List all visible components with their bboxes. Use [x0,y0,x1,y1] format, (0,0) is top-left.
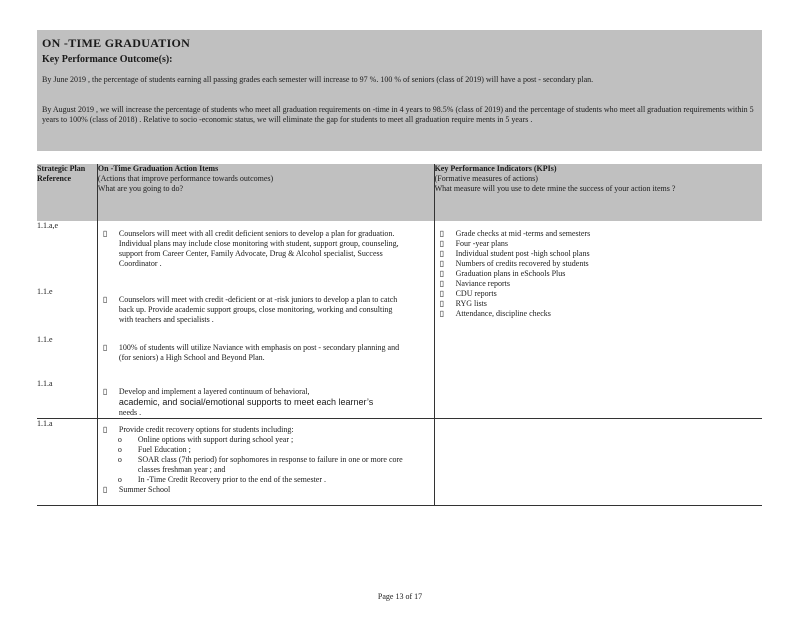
bullet-icon: ▯ [439,299,444,308]
page-number: Page 13 of 17 [377,592,423,601]
row-reference: 1.1.a [37,419,97,506]
action-text: Provide credit recovery options for students including: [118,425,294,434]
header-strategic-plan-reference: Strategic Plan Reference [37,164,97,221]
row-reference: 1.1.e [37,335,53,344]
kpi-list [435,221,762,319]
circle-bullet-icon: o [117,475,122,484]
bullet-icon: ▯ [439,269,444,278]
list-item: ▯ Individual student post -high school plans [439,249,590,258]
list-item: ▯ RYG lists [439,299,487,308]
bullet-icon: ▯ [102,425,108,434]
row-reference: 1.1.a [37,379,53,388]
header-kpis [434,164,762,221]
bullet-icon: ▯ [439,229,444,238]
outcome-header-box [37,30,762,151]
list-item: ▯ Graduation plans in eSchools Plus [439,269,566,278]
row-action [97,287,434,335]
table-row [37,221,762,287]
kpis-note: (Formative measures of actions) [434,174,538,183]
list-item: ▯ Four -year plans [439,239,509,248]
action-text: Counselors will meet with credit -deficient or at -risk juniors to develop a plan to catch back up. Provide academic support groups, close monitoring, working and consulting with teachers and specialists . [118,295,398,324]
circle-bullet-icon: o [117,435,122,444]
bullet-icon: ▯ [439,239,444,248]
row-action [97,419,434,506]
action-text: Summer School [118,485,171,494]
list-item: ▯ Numbers of credits recovered by students [439,259,589,268]
kpi-empty-cell [434,419,762,506]
outcomes-subtitle: Key Performance Outcome(s): [42,54,173,65]
action-items-title: On -Time Graduation Action Items [97,164,219,173]
list-item: o Online options with support during school year ; [117,435,294,444]
outcome-text-2: By August 2019 , we will increase the percentage of students who meet all graduation requirements on -time in 4 years to 98.5% (class of 2019) and the percentage of students who meet all graduation requirements within 5 years to 100% (class of 2018) . Relative to socio -economic status, we will eliminate the gap for students to meet all graduation require ments in 5 years . [42,105,754,124]
bullet-icon: ▯ [102,229,108,238]
list-item: ▯ Naviance reports [439,279,510,288]
action-items-table [37,164,762,506]
row-action [97,335,434,379]
outcome-text-1: By June 2019 , the percentage of students earning all passing grades each semester will increase to 97 %. 100 % of seniors (class of 2019) will have a post - secondary plan. [42,75,594,84]
action-items-note: (Actions that improve performance towards outcomes) [97,174,274,183]
kpi-list-cell [434,221,762,419]
kpis-question: What measure will you use to dete rmine the success of your action items ? [434,184,676,193]
bullet-icon: ▯ [102,343,108,352]
action-text: 100% of students will utilize Naviance with emphasis on post - secondary planning and (for seniors) a High School and Beyond Plan. [118,343,400,362]
bullet-icon: ▯ [102,295,108,304]
header-action-items [97,164,434,221]
bullet-icon: ▯ [439,309,444,318]
row-reference: 1.1.e [37,287,53,296]
list-item: o In -Time Credit Recovery prior to the end of the semester . [117,475,327,484]
table-row [37,419,762,506]
circle-bullet-icon: o [117,445,122,454]
row-action [97,379,434,419]
kpis-title: Key Performance Indicators (KPIs) [434,164,557,173]
page-title: ON -TIME GRADUATION [42,36,191,50]
list-item: ▯ Attendance, discipline checks [439,309,551,318]
list-item: o Fuel Education ; [117,445,191,454]
row-action [97,221,434,287]
bullet-icon: ▯ [439,289,444,298]
action-text: Counselors will meet with all credit deficient seniors to develop a plan for graduation. Individual plans may include close monitoring with student, support group, counseling, support from Career Center, Family Advocate, Drug & Alcohol specialist, Success Coordinator . [118,229,399,268]
list-item: o SOAR class (7th period) for sophomores in response to failure in one or more core classes freshman year ; and [117,455,403,474]
row-reference: 1.1.a,e [37,221,59,230]
circle-bullet-icon: o [117,455,122,464]
list-item: ▯ CDU reports [439,289,497,298]
action-text: Develop and implement a layered continuum of behavioral, academic, and social/emotional supports to meet each learner’s needs . [118,387,374,417]
bullet-icon: ▯ [439,259,444,268]
action-items-question: What are you going to do? [97,184,183,193]
list-item: ▯ Grade checks at mid -terms and semesters [439,229,591,238]
bullet-icon: ▯ [102,387,108,396]
bullet-icon: ▯ [439,279,444,288]
table-header-row [37,164,762,221]
bullet-icon: ▯ [439,249,444,258]
bullet-icon: ▯ [102,485,108,494]
